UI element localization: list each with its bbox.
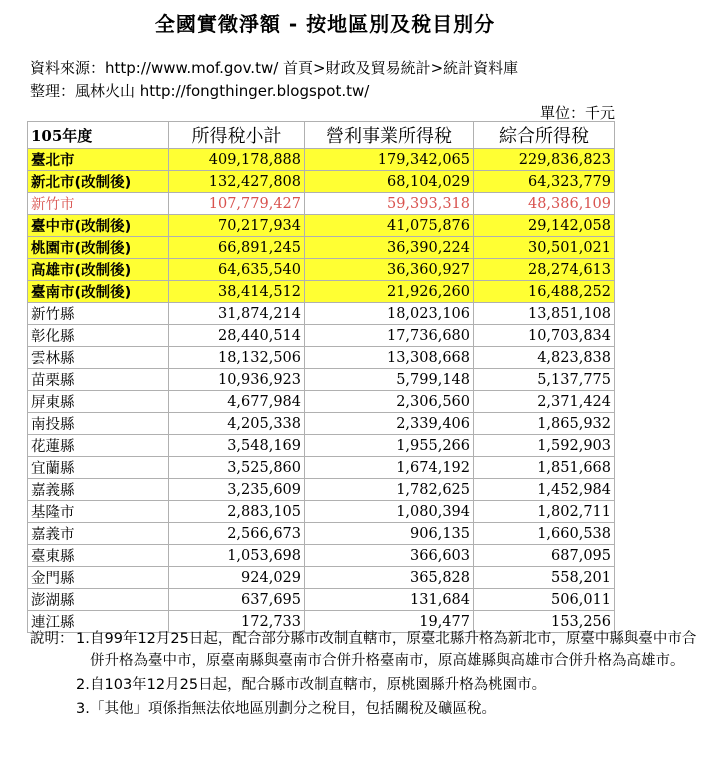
note-number: 3.: [76, 701, 90, 717]
table-row: [28, 303, 615, 325]
table-row: [28, 281, 615, 303]
table-row: [28, 413, 615, 435]
income-tax-subtotal-cell: 18,132,506: [169, 347, 305, 369]
table-row: [28, 435, 615, 457]
region-name: 臺東縣: [28, 545, 169, 567]
individual-income-tax-cell: 16,488,252: [474, 281, 615, 303]
individual-income-tax-cell: 10,703,834: [474, 325, 615, 347]
individual-income-tax-cell: 48,386,109: [474, 193, 615, 215]
business-income-tax-cell: 365,828: [305, 567, 474, 589]
individual-income-tax-cell: 1,851,668: [474, 457, 615, 479]
business-income-tax-cell: 1,955,266: [305, 435, 474, 457]
table-row: [28, 259, 615, 281]
business-income-tax-cell: 68,104,029: [305, 171, 474, 193]
business-income-tax-cell: 41,075,876: [305, 215, 474, 237]
table-row: [28, 501, 615, 523]
business-income-tax-cell: 366,603: [305, 545, 474, 567]
business-income-tax-cell: 36,390,224: [305, 237, 474, 259]
business-income-tax-cell: 59,393,318: [305, 193, 474, 215]
note-text: 「其他」項係指無法依地區別劃分之稅目，包括關稅及礦區稅。: [90, 701, 496, 717]
table-row: [28, 193, 615, 215]
table-row: [28, 545, 615, 567]
business-income-tax-cell: 19,477: [305, 611, 474, 633]
business-income-tax-cell: 36,360,927: [305, 259, 474, 281]
individual-income-tax-cell: 2,371,424: [474, 391, 615, 413]
income-tax-subtotal-cell: 637,695: [169, 589, 305, 611]
business-income-tax-cell: 18,023,106: [305, 303, 474, 325]
individual-income-tax-cell: 1,865,932: [474, 413, 615, 435]
individual-income-tax-cell: 4,823,838: [474, 347, 615, 369]
region-name: 臺中市(改制後): [28, 215, 169, 237]
individual-income-tax-cell: 153,256: [474, 611, 615, 633]
table-row: [28, 171, 615, 193]
table-row: [28, 215, 615, 237]
business-income-tax-cell: 21,926,260: [305, 281, 474, 303]
business-income-tax-cell: 1,080,394: [305, 501, 474, 523]
individual-income-tax-cell: 5,137,775: [474, 369, 615, 391]
income-tax-subtotal-cell: 4,205,338: [169, 413, 305, 435]
income-tax-subtotal-cell: 107,779,427: [169, 193, 305, 215]
business-income-tax-cell: 2,306,560: [305, 391, 474, 413]
income-tax-subtotal-cell: 3,235,609: [169, 479, 305, 501]
income-tax-subtotal-cell: 10,936,923: [169, 369, 305, 391]
note-text: 自99年12月25日起，配合部分縣市改制直轄市，原臺北縣升格為新北市，原臺中縣與臺中市合併升格為臺中市，原臺南縣與臺南市合併升格臺南市，原高雄縣與高雄市合併升格為高雄市。: [90, 631, 697, 669]
business-income-tax-cell: 5,799,148: [305, 369, 474, 391]
table-row: [28, 589, 615, 611]
table-row: [28, 369, 615, 391]
region-name: 桃園市(改制後): [28, 237, 169, 259]
note-item: [30, 628, 700, 672]
region-name: 花蓮縣: [28, 435, 169, 457]
individual-income-tax-cell: 1,802,711: [474, 501, 615, 523]
individual-income-tax-cell: 28,274,613: [474, 259, 615, 281]
year-label: 105年度: [28, 122, 169, 149]
note-item: [30, 674, 700, 696]
note-text: 自103年12月25日起，配合縣市改制直轄市，原桃園縣升格為桃園市。: [90, 677, 547, 693]
income-tax-subtotal-cell: 2,566,673: [169, 523, 305, 545]
region-name: 宜蘭縣: [28, 457, 169, 479]
unit-label: 單位：千元: [539, 104, 615, 122]
income-tax-subtotal-cell: 38,414,512: [169, 281, 305, 303]
compiler-line: 整理：風林火山 http://fongthinger.blogspot.tw/: [30, 82, 370, 100]
page-title: 全國實徵淨額 - 按地區別及稅目別分: [154, 12, 496, 36]
individual-income-tax-cell: 1,452,984: [474, 479, 615, 501]
table-row: [28, 567, 615, 589]
individual-income-tax-cell: 506,011: [474, 589, 615, 611]
region-name: 基隆市: [28, 501, 169, 523]
table-header-row: [28, 122, 615, 149]
region-name: 臺北市: [28, 149, 169, 171]
region-name: 新北市(改制後): [28, 171, 169, 193]
table-row: [28, 237, 615, 259]
income-tax-subtotal-cell: 64,635,540: [169, 259, 305, 281]
income-tax-subtotal-cell: 3,525,860: [169, 457, 305, 479]
income-tax-subtotal-cell: 70,217,934: [169, 215, 305, 237]
business-income-tax-cell: 13,308,668: [305, 347, 474, 369]
note-number: 1.: [76, 631, 90, 647]
income-tax-subtotal-cell: 2,883,105: [169, 501, 305, 523]
table-row: [28, 391, 615, 413]
region-name: 連江縣: [28, 611, 169, 633]
business-income-tax-cell: 17,736,680: [305, 325, 474, 347]
region-name: 南投縣: [28, 413, 169, 435]
header-income-tax-subtotal: 所得稅小計: [169, 122, 305, 149]
income-tax-subtotal-cell: 3,548,169: [169, 435, 305, 457]
individual-income-tax-cell: 1,660,538: [474, 523, 615, 545]
table-row: [28, 325, 615, 347]
table-row: [28, 457, 615, 479]
income-tax-subtotal-cell: 172,733: [169, 611, 305, 633]
region-name: 金門縣: [28, 567, 169, 589]
income-tax-subtotal-cell: 66,891,245: [169, 237, 305, 259]
income-tax-subtotal-cell: 924,029: [169, 567, 305, 589]
region-name: 新竹縣: [28, 303, 169, 325]
income-tax-subtotal-cell: 132,427,808: [169, 171, 305, 193]
table-row: [28, 523, 615, 545]
source-line: 資料來源：http://www.mof.gov.tw/ 首頁>財政及貿易統計>統計資料庫: [30, 59, 519, 77]
note-item: [30, 698, 700, 720]
business-income-tax-cell: 131,684: [305, 589, 474, 611]
region-name: 臺南市(改制後): [28, 281, 169, 303]
tax-table: [27, 121, 615, 633]
notes: [30, 628, 700, 720]
individual-income-tax-cell: 229,836,823: [474, 149, 615, 171]
header-individual-income-tax: 綜合所得稅: [474, 122, 615, 149]
individual-income-tax-cell: 1,592,903: [474, 435, 615, 457]
note-number: 2.: [76, 677, 90, 693]
individual-income-tax-cell: 558,201: [474, 567, 615, 589]
table-row: [28, 149, 615, 171]
notes-lead: 說明：: [30, 631, 74, 647]
region-name: 雲林縣: [28, 347, 169, 369]
business-income-tax-cell: 2,339,406: [305, 413, 474, 435]
income-tax-subtotal-cell: 1,053,698: [169, 545, 305, 567]
income-tax-subtotal-cell: 409,178,888: [169, 149, 305, 171]
income-tax-subtotal-cell: 28,440,514: [169, 325, 305, 347]
individual-income-tax-cell: 13,851,108: [474, 303, 615, 325]
income-tax-subtotal-cell: 4,677,984: [169, 391, 305, 413]
individual-income-tax-cell: 687,095: [474, 545, 615, 567]
region-name: 高雄市(改制後): [28, 259, 169, 281]
region-name: 嘉義縣: [28, 479, 169, 501]
region-name: 澎湖縣: [28, 589, 169, 611]
header-business-income-tax: 營利事業所得稅: [305, 122, 474, 149]
region-name: 新竹市: [28, 193, 169, 215]
income-tax-subtotal-cell: 31,874,214: [169, 303, 305, 325]
business-income-tax-cell: 1,782,625: [305, 479, 474, 501]
business-income-tax-cell: 1,674,192: [305, 457, 474, 479]
region-name: 苗栗縣: [28, 369, 169, 391]
individual-income-tax-cell: 30,501,021: [474, 237, 615, 259]
business-income-tax-cell: 179,342,065: [305, 149, 474, 171]
region-name: 屏東縣: [28, 391, 169, 413]
table-row: [28, 479, 615, 501]
region-name: 嘉義市: [28, 523, 169, 545]
region-name: 彰化縣: [28, 325, 169, 347]
table-row: [28, 347, 615, 369]
business-income-tax-cell: 906,135: [305, 523, 474, 545]
individual-income-tax-cell: 64,323,779: [474, 171, 615, 193]
individual-income-tax-cell: 29,142,058: [474, 215, 615, 237]
